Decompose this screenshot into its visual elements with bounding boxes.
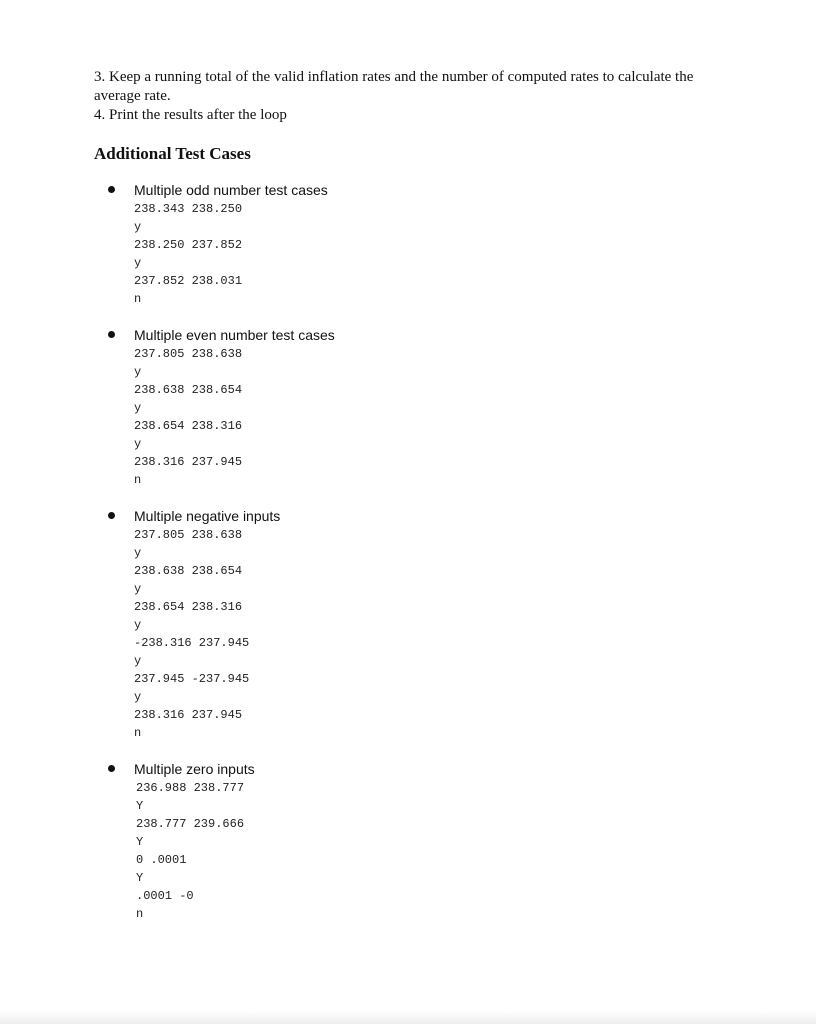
test-input-lines: [134, 345, 242, 489]
input-line: 237.805 238.638: [134, 528, 243, 542]
step-3-text: 3. Keep a running total of the valid inflation rates and the number of computed rates to calculate the average rate.: [94, 69, 694, 104]
bullet-dot: [108, 186, 115, 193]
input-line: 238.654 238.316: [134, 419, 243, 433]
test-input-lines: [134, 200, 242, 308]
input-line: 237.945 -237.945: [134, 672, 250, 686]
input-line: Y: [136, 871, 144, 885]
test-input-lines: [136, 779, 244, 923]
bullet-dot: [108, 331, 115, 338]
step-4-text: 4. Print the results after the loop: [94, 107, 287, 123]
input-line: 238.343 238.250: [134, 202, 243, 216]
input-line: y: [134, 546, 142, 560]
input-line: y: [134, 618, 142, 632]
input-line: 238.316 237.945: [134, 708, 243, 722]
input-line: n: [134, 473, 142, 487]
input-line: 236.988 238.777: [136, 781, 245, 795]
input-line: n: [134, 726, 142, 740]
input-line: n: [134, 292, 142, 306]
input-line: Y: [136, 835, 144, 849]
input-line: 238.777 239.666: [136, 817, 245, 831]
input-line: 238.654 238.316: [134, 600, 243, 614]
input-line: y: [134, 654, 142, 668]
input-line: 238.316 237.945: [134, 455, 243, 469]
input-line: 237.805 238.638: [134, 347, 243, 361]
input-line: y: [134, 256, 142, 270]
input-line: -238.316 237.945: [134, 636, 250, 650]
input-line: 237.852 238.031: [134, 274, 243, 288]
input-line: y: [134, 220, 142, 234]
test-case-title: Multiple even number test cases: [134, 327, 335, 343]
instructions-continued: [94, 68, 734, 125]
bullet-dot: [108, 765, 115, 772]
test-case-title: Multiple negative inputs: [134, 508, 281, 524]
input-line: y: [134, 437, 142, 451]
test-case-title: Multiple zero inputs: [134, 761, 255, 777]
section-heading: Additional Test Cases: [94, 144, 251, 163]
input-line: n: [136, 907, 144, 921]
input-line: .0001 -0: [136, 889, 194, 903]
input-line: 238.638 238.654: [134, 564, 243, 578]
input-line: 238.638 238.654: [134, 383, 243, 397]
page-bottom-edge: [0, 1010, 816, 1024]
input-line: 0 .0001: [136, 853, 187, 867]
test-case-title: Multiple odd number test cases: [134, 182, 328, 198]
input-line: 238.250 237.852: [134, 238, 243, 252]
bullet-dot: [108, 512, 115, 519]
input-line: y: [134, 582, 142, 596]
input-line: y: [134, 401, 142, 415]
test-input-lines: [134, 526, 249, 742]
input-line: Y: [136, 799, 144, 813]
input-line: y: [134, 365, 142, 379]
input-line: y: [134, 690, 142, 704]
